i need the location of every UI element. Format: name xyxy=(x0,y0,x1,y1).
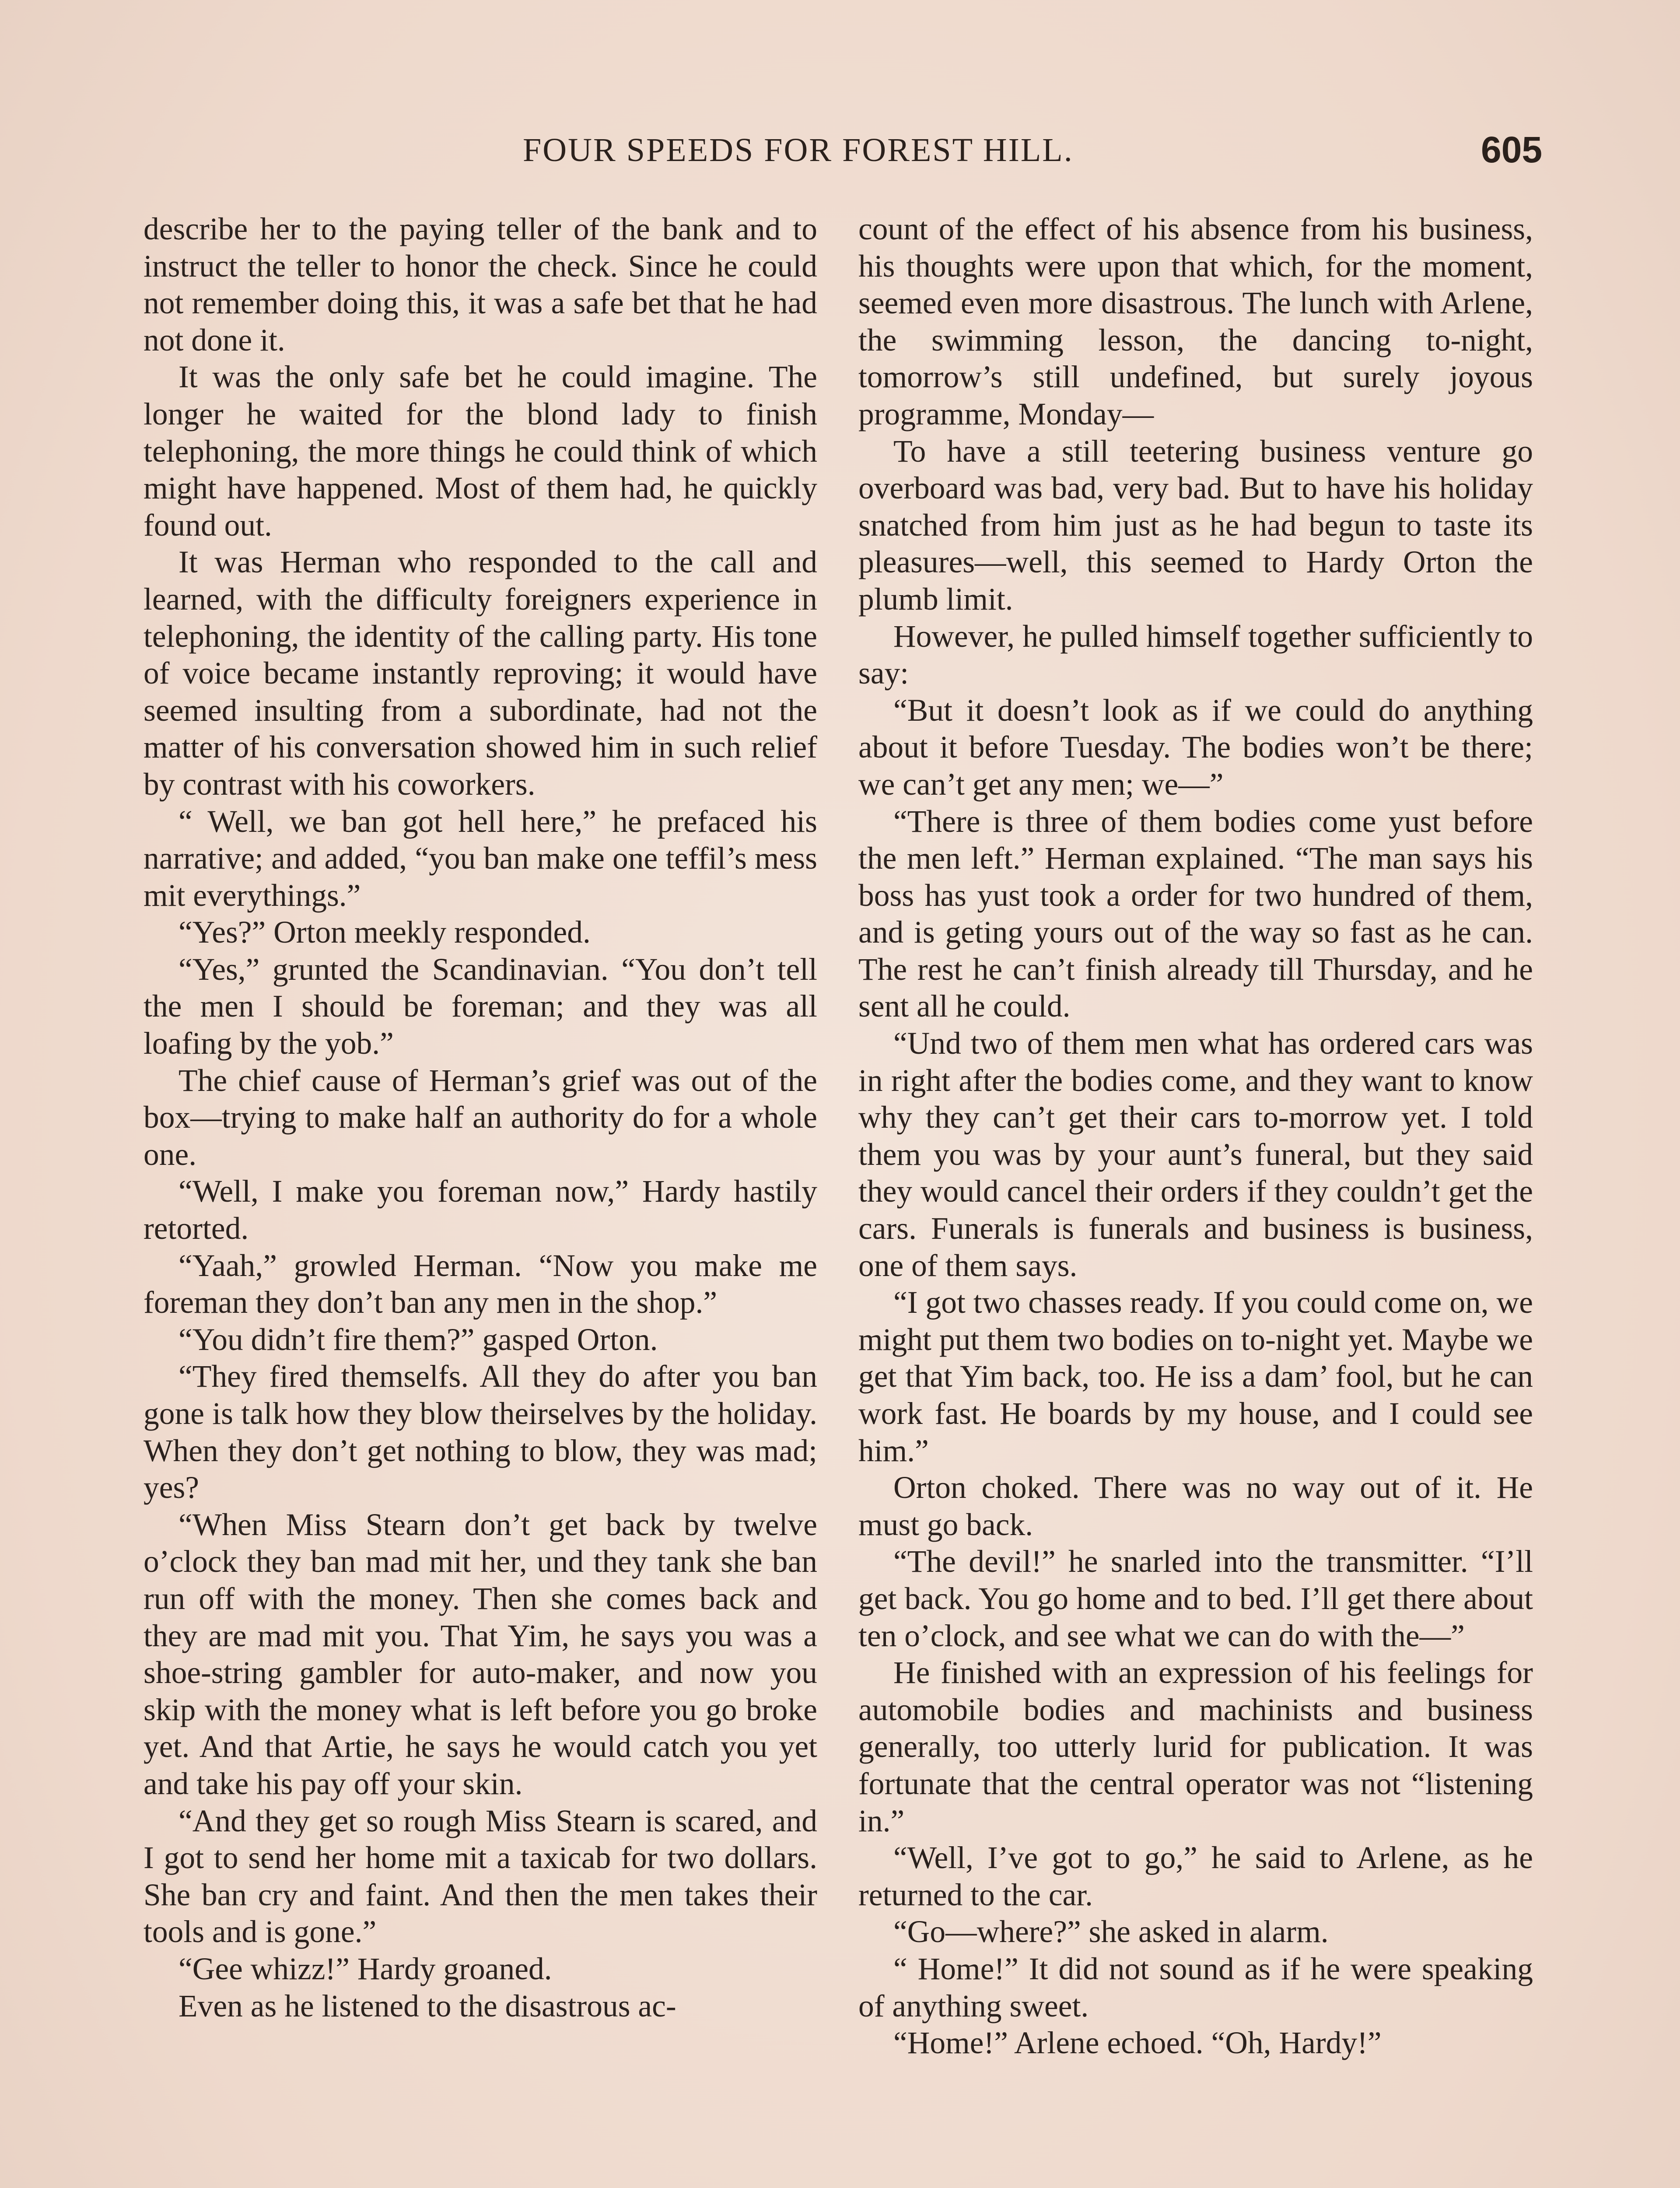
paragraph: “I got two chasses ready. If you could come on, we might put them two bodies on to-night yet. Maybe we get that Yim back, too. He iss a dam’ fool, but he can work fast. He boards by my house, and I could see him.” xyxy=(858,1285,1533,1468)
paragraph: “Go—where?” she asked in alarm. xyxy=(893,1914,1329,1950)
paragraph: He finished with an expression of his feelings for automobile bodies and machinists and business generally, too utterly lurid for publication. It was fortunate that the central operator was not “listening in.” xyxy=(858,1655,1533,1838)
paragraph: “When Miss Stearn don’t get back by twelve o’clock they ban mad mit her, und they tank she ban run off with the money. Then she comes back and they are mad mit you. That Yim, he says you was a shoe-string gambler for auto-maker, and now you skip with the money what is left before you go broke yet. And that Artie, he says he would catch you yet and take his pay off your skin. xyxy=(144,1507,817,1801)
paragraph: Even as he listened to the disastrous ac- xyxy=(178,1988,676,2023)
paragraph: “ Home!” It did not sound as if he were speaking of anything sweet. xyxy=(858,1951,1533,2023)
paragraph: Orton choked. There was no way out of it. He must go back. xyxy=(858,1470,1533,1542)
paragraph: “ Well, we ban got hell here,” he prefaced his narrative; and added, “you ban make one teffil’s mess mit everythings.” xyxy=(144,804,817,913)
paragraph: describe her to the paying teller of the bank and to instruct the teller to honor the check. Since he could not remember doing this, it was a safe bet that he had not done it. xyxy=(144,212,817,358)
right-text-column xyxy=(858,211,1533,2062)
paragraph: “There is three of them bodies come yust before the men left.” Herman explained. “The man says his boss has yust took a order for two hundred of them, and is geting yours out of the way so fast as he can. The rest he can’t finish already till Thursday, and he sent all he could. xyxy=(858,804,1533,1024)
paragraph: The chief cause of Herman’s grief was out of the box—trying to make half an authority do for a whole one. xyxy=(144,1063,817,1172)
paragraph: However, he pulled himself together sufficiently to say: xyxy=(858,619,1533,691)
paragraph: To have a still teetering business venture go overboard was bad, very bad. But to have his holiday snatched from him just as he had begun to taste its pleasures—well, this seemed to Hardy Orton the plumb limit. xyxy=(858,434,1533,617)
paragraph: “You didn’t fire them?” gasped Orton. xyxy=(178,1322,658,1357)
paragraph: count of the effect of his absence from his business, his thoughts were upon that which, for the moment, seemed even more disastrous. The lunch with Arlene, the swimming lesson, the dancing to-night, tomorrow’s still undefined, but surely joyous programme, Monday— xyxy=(858,212,1533,431)
paragraph: “Yes?” Orton meekly responded. xyxy=(178,915,591,950)
paragraph: “And they get so rough Miss Stearn is scared, and I got to send her home mit a taxicab for two dollars. She ban cry and faint. And then the men takes their tools and is gone.” xyxy=(144,1803,817,1950)
running-title: FOUR SPEEDS FOR FOREST HILL. xyxy=(523,132,1074,168)
paragraph: “They fired themselfs. All they do after you ban gone is talk how they blow theirselves by the holiday. When they don’t get nothing to blow, they was mad; yes? xyxy=(144,1359,817,1505)
paragraph: “Gee whizz!” Hardy groaned. xyxy=(178,1951,552,1986)
paragraph: “Yes,” grunted the Scandinavian. “You don’t tell the men I should be foreman; and they was all loafing by the yob.” xyxy=(144,952,817,1061)
paragraph: “But it doesn’t look as if we could do anything about it before Tuesday. The bodies won’t be there; we can’t get any men; we—” xyxy=(858,693,1533,802)
page-header xyxy=(0,131,1680,184)
paragraph: It was Herman who responded to the call and learned, with the difficulty foreigners experience in telephoning, the identity of the calling party. His tone of voice became instantly reproving; it would have seemed insulting from a subordinate, had not the matter of his conversation showed him in such relief by contrast with his coworkers. xyxy=(144,545,817,802)
left-text-column xyxy=(144,211,817,2025)
page-number: 605 xyxy=(1481,129,1543,170)
paragraph: “The devil!” he snarled into the transmitter. “I’ll get back. You go home and to bed. I’ll get there about ten o’clock, and see what we can do with the—” xyxy=(858,1544,1533,1653)
paragraph: It was the only safe bet he could imagine. The longer he waited for the blond lady to finish telephoning, the more things he could think of which might have happened. Most of them had, he quickly found out. xyxy=(144,360,817,543)
paragraph: “Und two of them men what has ordered cars was in right after the bodies come, and they want to know why they can’t get their cars to-morrow yet. I told them you was by your aunt’s funeral, but they said they would cancel their orders if they couldn’t get the cars. Funerals is funerals and business is business, one of them says. xyxy=(858,1026,1533,1283)
paragraph: “Yaah,” growled Herman. “Now you make me foreman they don’t ban any men in the shop.” xyxy=(144,1248,817,1320)
paragraph: “Well, I make you foreman now,” Hardy hastily retorted. xyxy=(144,1174,817,1246)
paragraph: “Well, I’ve got to go,” he said to Arlene, as he returned to the car. xyxy=(858,1841,1533,1912)
paragraph: “Home!” Arlene echoed. “Oh, Hardy!” xyxy=(893,2026,1382,2061)
